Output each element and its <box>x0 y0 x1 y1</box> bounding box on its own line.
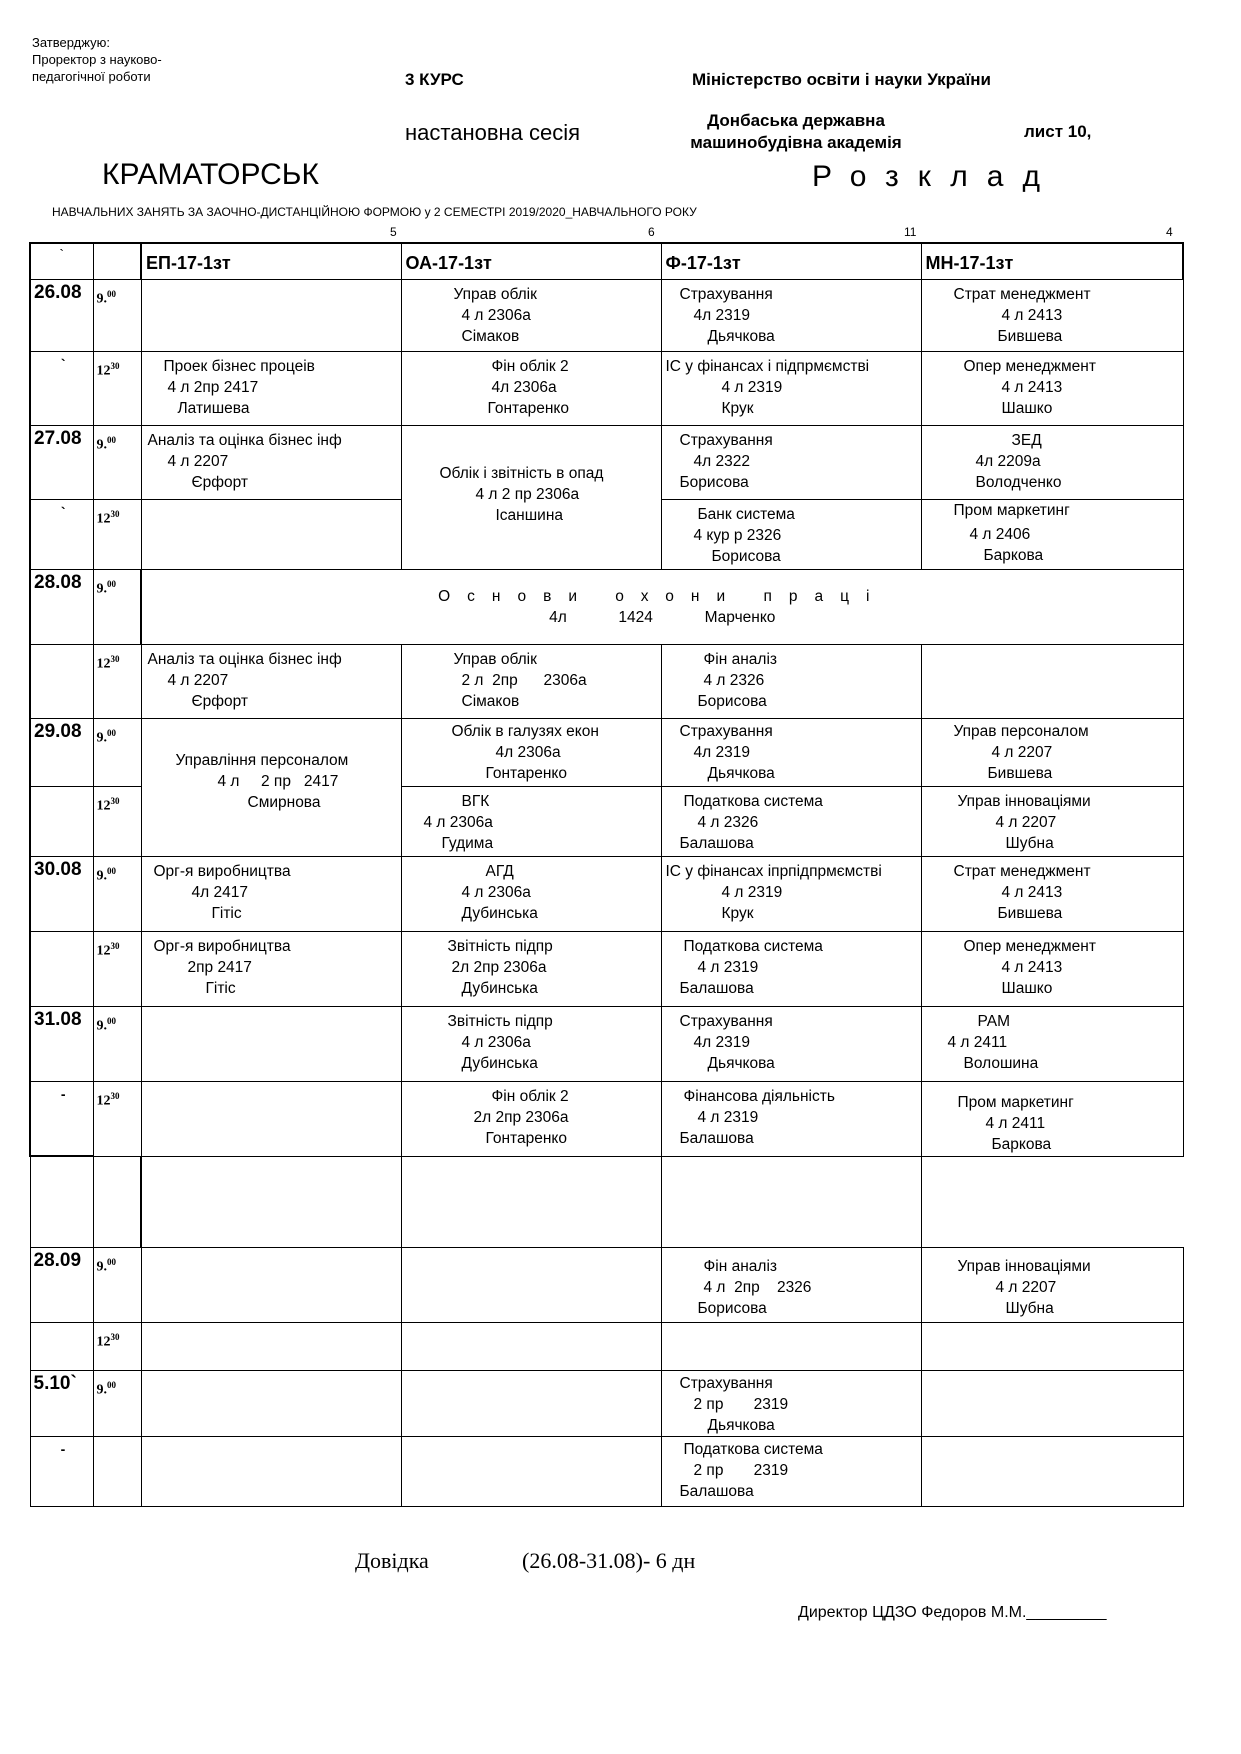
time-cell: $12^{30}$ <box>93 1322 141 1370</box>
director-signature: Директор ЦДЗО Федоров М.М._________ <box>798 1604 1107 1621</box>
time-cell: $12^{30}$ <box>93 1081 141 1156</box>
lesson-cell: Управ персоналом 4 л 2207 Бившева <box>921 718 1183 786</box>
date-cell: - <box>30 1081 93 1156</box>
date-cell: 26.08 <box>30 279 93 351</box>
schedule-row <box>30 1370 1183 1436</box>
lesson-cell: ІС у фінансах іпрпідпрмємстві 4 л 2319 Крук <box>661 856 921 931</box>
lesson-cell: Податкова система 4 л 2319 Балашова <box>661 931 921 1006</box>
lesson-cell: Звітність підпр 4 л 2306а Дубинська <box>401 1006 661 1081</box>
lesson-cell <box>401 1436 661 1506</box>
lesson-cell: Страт менеджмент 4 л 2413 Бившева <box>921 279 1183 351</box>
lesson-cell <box>141 499 401 569</box>
corner-cell: ` <box>30 243 93 279</box>
approval-line: педагогічної роботи <box>32 69 151 84</box>
time-cell: $12^{30}$ <box>93 499 141 569</box>
schedule-row <box>30 1436 1183 1506</box>
empty-cell <box>30 1156 93 1247</box>
lesson-cell: Фін аналіз 4 л 2пр 2326 Борисова <box>661 1247 921 1322</box>
time-cell: $12^{30}$ <box>93 931 141 1006</box>
lesson-cell <box>401 1247 661 1322</box>
approval-block <box>32 34 232 85</box>
note-period: (26.08-31.08)- 6 дн <box>522 1548 696 1573</box>
lesson-cell: Страхування 4л 2319 Дьячкова <box>661 1006 921 1081</box>
lesson-cell <box>141 279 401 351</box>
schedule-table <box>29 242 1184 1507</box>
lesson-cell: Орг-я виробництва 4л 2417 Гітіс <box>141 856 401 931</box>
academy-line: машинобудівна академія <box>690 133 902 152</box>
lesson-cell: Облік і звітність в опад 4 л 2 пр 2306а Ісаншина <box>401 425 661 569</box>
ministry-label: Міністерство освіти і науки України <box>692 70 991 89</box>
schedule-row <box>30 1006 1183 1081</box>
date-cell <box>30 644 93 718</box>
group-header: ЕП-17-1зт <box>141 243 401 279</box>
lesson-cell: Податкова система 4 л 2326 Балашова <box>661 786 921 856</box>
date-cell: 5.10` <box>30 1370 93 1436</box>
lesson-cell: Фінансова діяльність 4 л 2319 Балашова <box>661 1081 921 1156</box>
lesson-cell: РАМ 4 л 2411 Волошина <box>921 1006 1183 1081</box>
lesson-cell <box>141 1436 401 1506</box>
time-cell: $12^{30}$ <box>93 644 141 718</box>
time-cell: 9.00 <box>93 279 141 351</box>
lesson-cell: Проек бізнес процеів 4 л 2пр 2417 Латишева <box>141 351 401 425</box>
lesson-cell <box>661 1322 921 1370</box>
date-cell: 28.08 <box>30 569 93 644</box>
lesson-cell <box>141 1006 401 1081</box>
empty-cell <box>141 1156 401 1247</box>
session-label: настановна сесія <box>405 120 581 145</box>
lesson-cell <box>141 1081 401 1156</box>
lesson-cell: Фін облік 2 4л 2306а Гонтаренко <box>401 351 661 425</box>
lesson-cell <box>401 1370 661 1436</box>
schedule-row <box>30 931 1183 1006</box>
group-header: ОА-17-1зт <box>401 243 661 279</box>
lesson-cell: Аналіз та оцінка бізнес інф 4 л 2207 Єрфорт <box>141 644 401 718</box>
lesson-cell: ІС у фінансах і підпрмємстві 4 л 2319 Крук <box>661 351 921 425</box>
lesson-cell <box>141 1247 401 1322</box>
corner-cell <box>93 243 141 279</box>
lesson-cell: Управ інноваціями 4 л 2207 Шубна <box>921 786 1183 856</box>
group-header: Ф-17-1зт <box>661 243 921 279</box>
lesson-cell <box>401 1322 661 1370</box>
date-cell: ` <box>30 499 93 569</box>
time-cell: 9.00 <box>93 856 141 931</box>
schedule-row <box>30 1247 1183 1322</box>
lesson-cell: Страхування 2 пр 2319 Дьячкова <box>661 1370 921 1436</box>
lesson-cell: Управ інноваціями 4 л 2207 Шубна <box>921 1247 1183 1322</box>
group-count: 4 <box>1166 225 1173 239</box>
lesson-cell <box>921 644 1183 718</box>
date-cell: 30.08 <box>30 856 93 931</box>
lesson-cell: Податкова система 2 пр 2319 Балашова <box>661 1436 921 1506</box>
time-cell: 9.00 <box>93 1006 141 1081</box>
time-cell: 9.00 <box>93 718 141 786</box>
lesson-cell: Управління персоналом 4 л 2 пр 2417 Смирнова <box>141 718 401 856</box>
schedule-row <box>30 569 1183 644</box>
time-cell: 9.00 <box>93 425 141 499</box>
date-cell: 28.09 <box>30 1247 93 1322</box>
lesson-cell: Банк система 4 кур р 2326 Борисова <box>661 499 921 569</box>
city-label: КРАМАТОРСЬК <box>102 158 319 191</box>
date-cell: - <box>30 1436 93 1506</box>
time-cell: $12^{30}$ <box>93 786 141 856</box>
academy-label <box>676 110 916 154</box>
empty-cell <box>401 1156 661 1247</box>
schedule-row <box>30 351 1183 425</box>
academy-line: Донбаська державна <box>707 111 885 130</box>
time-cell <box>93 1436 141 1506</box>
group-header-row <box>30 243 1183 279</box>
note-label: Довідка <box>355 1548 429 1573</box>
time-cell: 9.00 <box>93 569 141 644</box>
lesson-cell: Управ облік 2 л 2пр 2306а Сімаков <box>401 644 661 718</box>
lesson-cell <box>921 1322 1183 1370</box>
empty-cell <box>921 1156 1183 1247</box>
date-cell: 29.08 <box>30 718 93 786</box>
empty-cell <box>661 1156 921 1247</box>
lesson-cell: Пром маркетинг 4 л 2406 Баркова <box>921 499 1183 569</box>
lesson-cell: Фін облік 2 2л 2пр 2306а Гонтаренко <box>401 1081 661 1156</box>
schedule-row <box>30 1081 1183 1156</box>
lesson-cell: Основи охони праці 4л 1424 Марченко <box>141 569 1183 644</box>
lesson-cell: ЗЕД 4л 2209а Володченко <box>921 425 1183 499</box>
lesson-cell <box>921 1436 1183 1506</box>
lesson-cell: Фін аналіз 4 л 2326 Борисова <box>661 644 921 718</box>
schedule-row <box>30 1322 1183 1370</box>
lesson-cell: Аналіз та оцінка бізнес інф 4 л 2207 Єрфорт <box>141 425 401 499</box>
group-count: 5 <box>390 225 397 239</box>
document-title: Розклад <box>812 160 1059 193</box>
group-count: 6 <box>648 225 655 239</box>
schedule-row <box>30 425 1183 499</box>
lesson-cell: Опер менеджмент 4 л 2413 Шашко <box>921 351 1183 425</box>
schedule-row <box>30 718 1183 786</box>
time-cell: 9.00 <box>93 1247 141 1322</box>
lesson-cell: Облік в галузях екон 4л 2306а Гонтаренко <box>401 718 661 786</box>
lesson-cell: Страт менеджмент 4 л 2413 Бившева <box>921 856 1183 931</box>
lesson-cell: Страхування 4л 2319 Дьячкова <box>661 718 921 786</box>
schedule-row <box>30 279 1183 351</box>
lesson-cell: Страхування 4л 2319 Дьячкова <box>661 279 921 351</box>
document-subtitle: НАВЧАЛЬНИХ ЗАНЯТЬ ЗА ЗАОЧНО-ДИСТАНЦІЙНОЮ ФОРМОЮ у 2 СЕМЕСТРІ 2019/2020_НАВЧАЛЬНОГО РОКУ <box>52 205 697 219</box>
schedule-row <box>30 644 1183 718</box>
approval-line: Затверджую: <box>32 35 110 50</box>
date-cell <box>30 931 93 1006</box>
course-label: 3 КУРС <box>405 70 464 89</box>
spacer-row <box>30 1156 1183 1247</box>
date-cell <box>30 1322 93 1370</box>
date-cell: 31.08 <box>30 1006 93 1081</box>
group-header: МН-17-1зт <box>921 243 1183 279</box>
lesson-cell: Орг-я виробництва 2пр 2417 Гітіс <box>141 931 401 1006</box>
date-cell: ` <box>30 351 93 425</box>
lesson-cell: АГД 4 л 2306а Дубинська <box>401 856 661 931</box>
lesson-cell: Звітність підпр 2л 2пр 2306а Дубинська <box>401 931 661 1006</box>
date-cell: 27.08 <box>30 425 93 499</box>
lesson-cell <box>921 1370 1183 1436</box>
lesson-cell <box>141 1370 401 1436</box>
lesson-cell: ВГК 4 л 2306а Гудима <box>401 786 661 856</box>
lesson-cell: Опер менеджмент 4 л 2413 Шашко <box>921 931 1183 1006</box>
date-cell <box>30 786 93 856</box>
lesson-cell: Пром маркетинг 4 л 2411 Баркова <box>921 1081 1183 1156</box>
lesson-cell <box>141 1322 401 1370</box>
lesson-cell: Страхування 4л 2322 Борисова <box>661 425 921 499</box>
empty-cell <box>93 1156 141 1247</box>
approval-line: Проректор з науково- <box>32 52 162 67</box>
group-count: 11 <box>904 225 917 239</box>
sheet-number: лист 10, <box>1024 122 1092 141</box>
schedule-row <box>30 856 1183 931</box>
lesson-cell: Управ облік 4 л 2306а Сімаков <box>401 279 661 351</box>
time-cell: 9.00 <box>93 1370 141 1436</box>
time-cell: $12^{30}$ <box>93 351 141 425</box>
